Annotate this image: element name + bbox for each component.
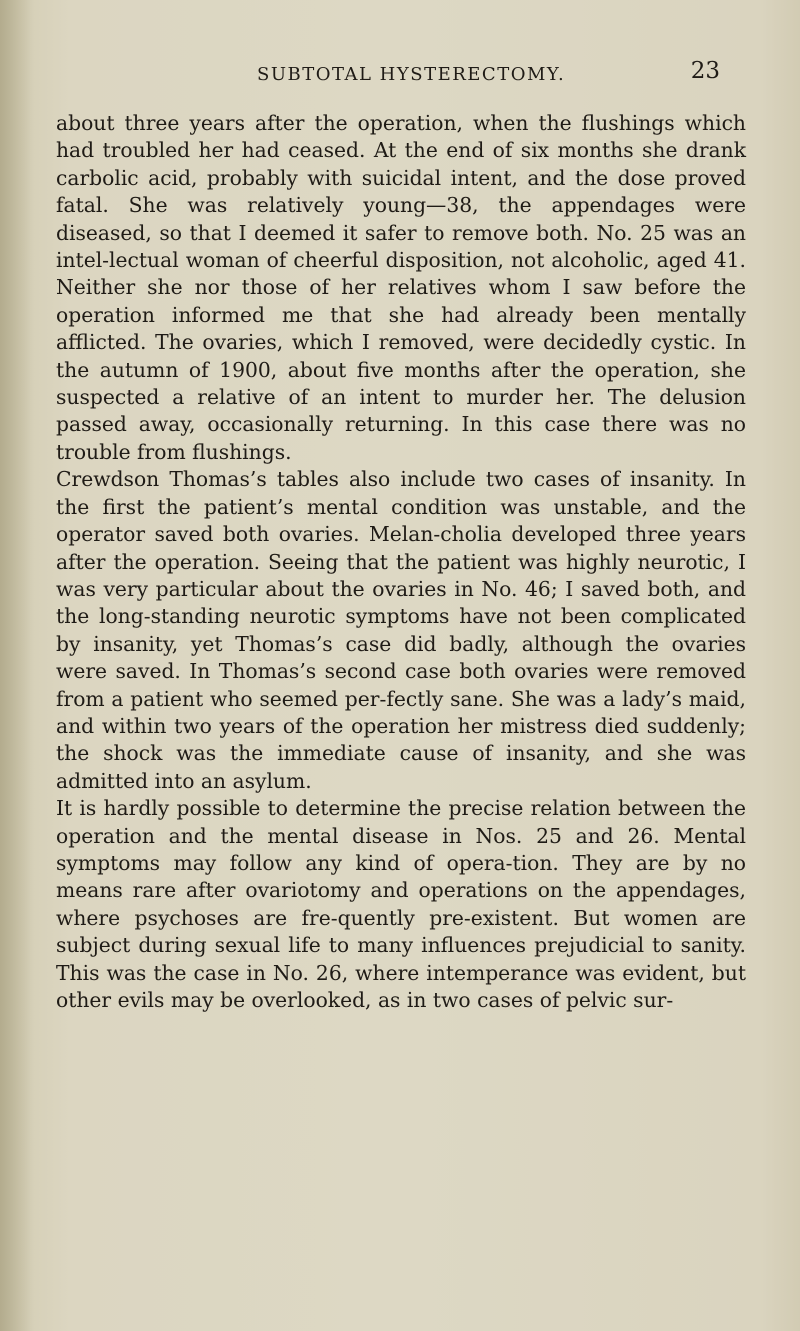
body-text xyxy=(56,110,746,1014)
page-number: 23 xyxy=(690,58,720,84)
running-title: SUBTOTAL HYSTERECTOMY. xyxy=(257,64,566,85)
page-header xyxy=(52,58,732,98)
paragraph-2: Crewdson Thomas’s tables also include two cases of insanity. In the first the patient’s mental condition was unstable, and the operator saved both ovaries. Melan-cholia developed three years after the operation. Seeing that the patient was highly neurotic, I was very particular about the ovaries in No. 46; I saved both, and the long-standing neurotic symptoms have not been complicated by insanity, yet Thomas’s case did badly, although the ovaries were saved. In Thomas’s second case both ovaries were removed from a patient who seemed per-fectly sane. She was a lady’s maid, and within two years of the operation her mistress died suddenly; the shock was the immediate cause of insanity, and she was admitted into an asylum. xyxy=(56,467,746,793)
paragraph-1: about three years after the operation, when the flushings which had troubled her had ceased. At the end of six months she drank carbolic acid, probably with suicidal intent, and the dose proved fatal. She was relatively young—38, the appendages were diseased, so that I deemed it safer to remove both. No. 25 was an intel-lectual woman of cheerful disposition, not alcoholic, aged 41. Neither she nor those of her relatives whom I saw before the operation informed me that she had already been mentally afflicted. The ovaries, which I removed, were decidedly cystic. In the autumn of 1900, about five months after the operation, she suspected a relative of an intent to murder her. The delusion passed away, occasionally returning. In this case there was no trouble from flushings. xyxy=(56,111,746,464)
paragraph-3: It is hardly possible to determine the precise relation between the operation and the mental disease in Nos. 25 and 26. Mental symptoms may follow any kind of opera-tion. They are by no means rare after ovariotomy and operations on the appendages, where psychoses are fre-quently pre-existent. But women are subject during sexual life to many influences prejudicial to sanity. This was the case in No. 26, where intemperance was evident, but other evils may be overlooked, as in two cases of pelvic sur- xyxy=(56,796,746,1012)
